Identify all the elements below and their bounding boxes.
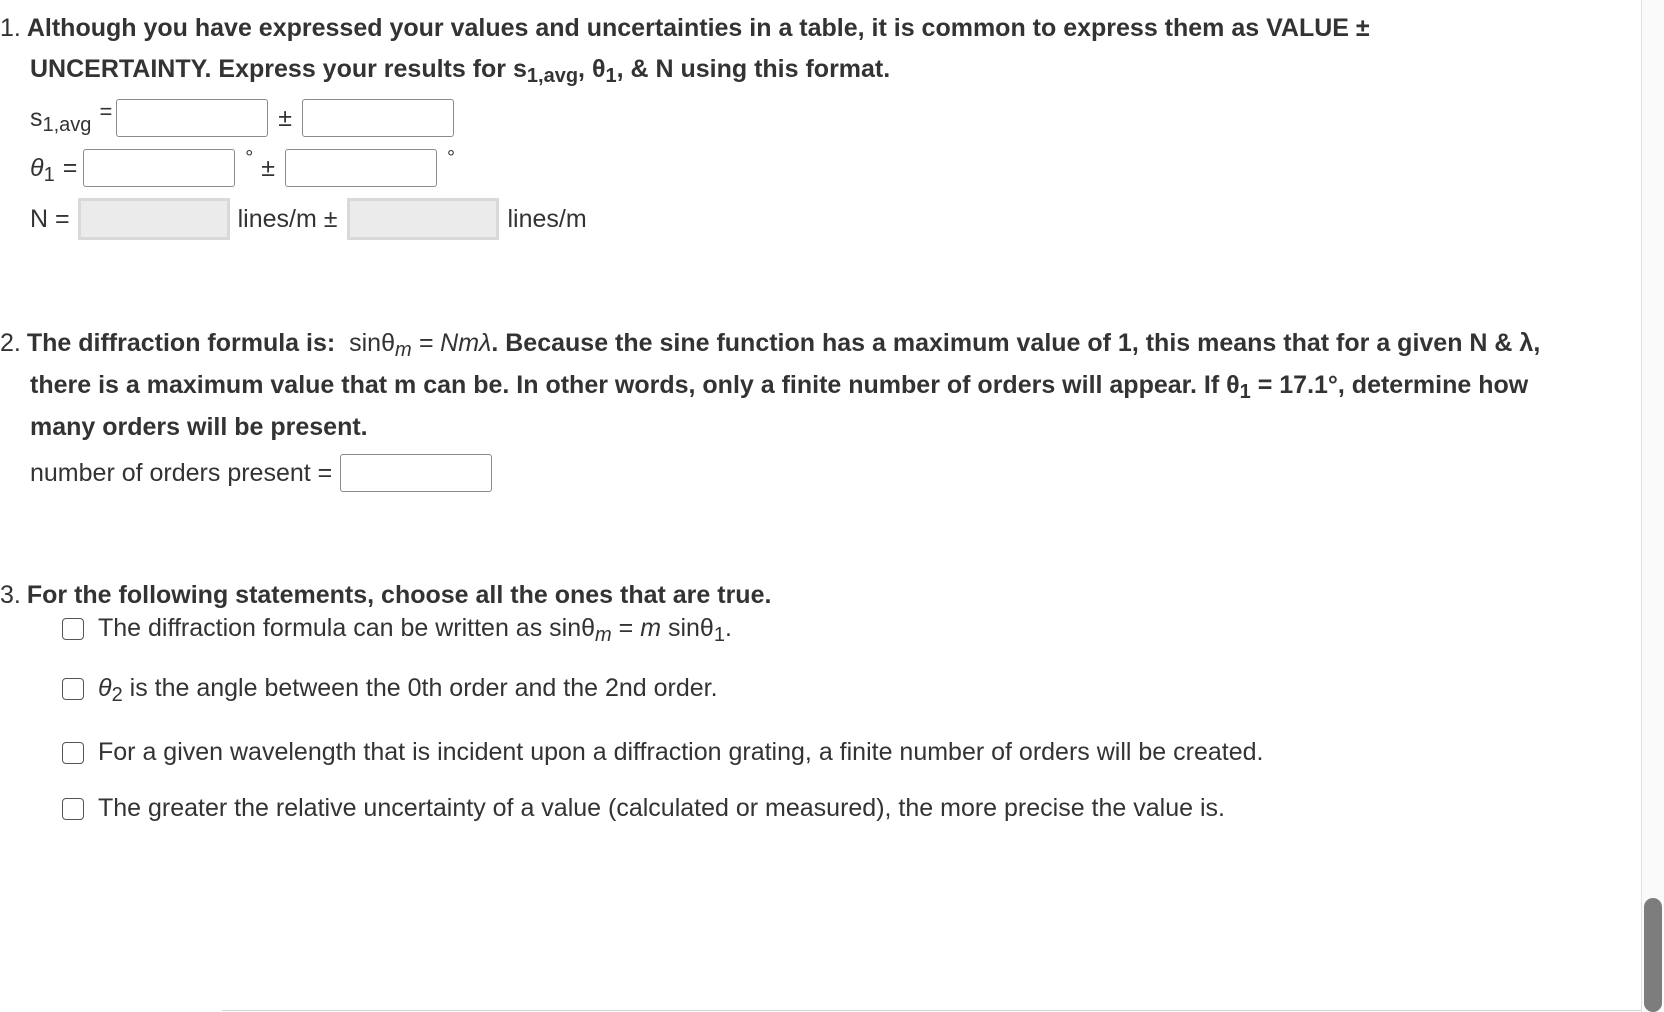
question-2 bbox=[0, 322, 1540, 448]
theta1-label: $\theta_1$ bbox=[30, 153, 55, 186]
option-3[interactable] bbox=[62, 738, 1263, 767]
diffraction-formula: sinθ$_m$ = Nmλ bbox=[349, 329, 492, 361]
question-2-intro: The diffraction formula is: bbox=[26, 329, 336, 357]
question-3 bbox=[0, 575, 771, 616]
n-value-input bbox=[78, 198, 230, 240]
option-1[interactable] bbox=[62, 614, 732, 646]
option-1-checkbox[interactable] bbox=[62, 618, 84, 640]
question-1-text-line2: UNCERTAINTY. Express your results for $s_{1,avg}$, $\theta_1$, & N using this format. bbox=[30, 55, 891, 87]
question-1-text-line1: Although you have expressed your values and uncertainties in a table, it is common to express them as VALUE ± bbox=[26, 14, 1370, 42]
question-2-number: 2. bbox=[0, 329, 21, 357]
n-uncertainty-input bbox=[347, 198, 499, 240]
n-row bbox=[30, 198, 587, 240]
scrollbar-thumb[interactable] bbox=[1644, 898, 1662, 1012]
n-label: N = bbox=[30, 204, 70, 233]
s1avg-value-input[interactable] bbox=[116, 99, 268, 137]
option-1-label: The diffraction formula can be written as sinθ$_m$ = m sinθ$_1$. bbox=[98, 614, 732, 646]
option-2-label: $\theta_2$ is the angle between the 0th order and the 2nd order. bbox=[98, 674, 718, 706]
option-4-label: The greater the relative uncertainty of a value (calculated or measured), the more precise the value is. bbox=[98, 794, 1225, 822]
option-4-checkbox[interactable] bbox=[62, 798, 84, 820]
question-1 bbox=[0, 8, 1370, 90]
option-2-checkbox[interactable] bbox=[62, 678, 84, 700]
option-2[interactable] bbox=[62, 674, 718, 706]
s1avg-label: $s_{1,avg}$ bbox=[30, 103, 92, 136]
theta1-degree-1: ° bbox=[245, 146, 254, 169]
s1avg-uncertainty-input[interactable] bbox=[302, 99, 454, 137]
n-unit: lines/m bbox=[507, 204, 587, 233]
bottom-divider bbox=[222, 1010, 1642, 1011]
question-3-number: 3. bbox=[0, 581, 21, 609]
theta1-uncertainty-input[interactable] bbox=[285, 149, 437, 187]
question-2-line2: there is a maximum value that m can be. In other words, only a finite number of orders will appear. If $\theta_1 = 17.1^\circ$, determine how bbox=[30, 371, 1529, 403]
n-unit-plusminus: lines/m ± bbox=[237, 204, 338, 233]
orders-label: number of orders present = bbox=[30, 458, 333, 487]
option-4[interactable] bbox=[62, 794, 1225, 823]
theta1-degree-2: ° bbox=[447, 146, 456, 169]
question-2-line3: many orders will be present. bbox=[30, 413, 368, 441]
question-1-number: 1. bbox=[0, 14, 21, 42]
orders-row bbox=[30, 454, 492, 492]
s1avg-row: $s_{1,avg}$ = ± bbox=[30, 99, 454, 137]
s1avg-plusminus: ± bbox=[278, 103, 293, 132]
theta1-row: $\theta_1$ = ° ± ° bbox=[30, 146, 456, 186]
question-2-line1-rest: . Because the sine function has a maximum value of 1, this means that for a given N & λ, bbox=[491, 329, 1541, 357]
option-3-checkbox[interactable] bbox=[62, 742, 84, 764]
question-3-prompt: For the following statements, choose all the ones that are true. bbox=[26, 581, 772, 609]
scrollbar-track[interactable] bbox=[1641, 0, 1664, 1012]
orders-input[interactable] bbox=[340, 454, 492, 492]
theta1-plusminus: ± bbox=[261, 153, 276, 182]
option-3-label: For a given wavelength that is incident upon a diffraction grating, a finite number of orders will be created. bbox=[98, 738, 1264, 766]
theta1-value-input[interactable] bbox=[83, 149, 235, 187]
